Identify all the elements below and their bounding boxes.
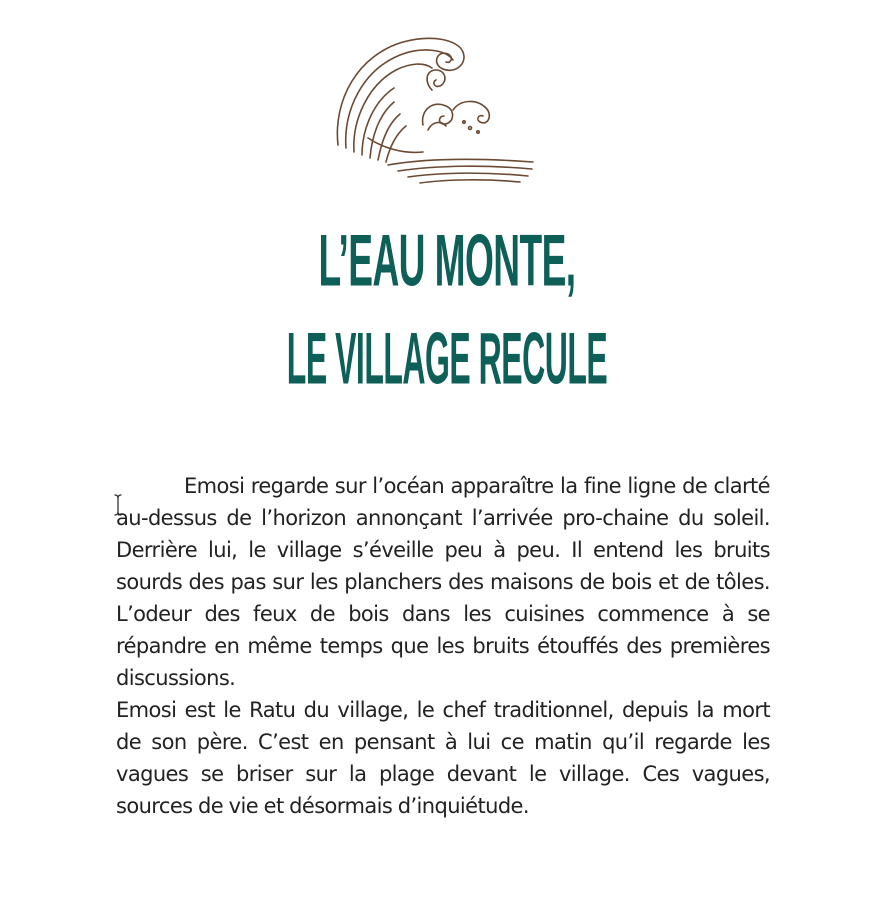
title-line-2-text: LE VILLAGE RECULE [286, 316, 608, 400]
wave-icon [328, 30, 538, 190]
paragraph-2[interactable]: Emosi est le Ratu du village, le chef traditionnel, depuis la mort de son père. C’est en pensant à lui ce matin qu’il regarde les vagues se briser sur la plage devant le village. Ces vagues, sources de vie et désormais d’inquiétude. [116, 698, 770, 818]
title-line-1-text: L’EAU MONTE, [318, 218, 576, 302]
paragraph-1[interactable]: Emosi regarde sur l’océan apparaître la fine ligne de clarté au-dessus de l’horizon annonçant l’arrivée pro-chaine du soleil. Derrière lui, le village s’éveille peu à peu. Il entend les bruits sourds des pas sur les planchers des maisons de bois et de tôles. L’odeur des feux de bois dans les cuisines commence à se répandre en même temps que les bruits étouffés des premières discussions. [116, 474, 770, 690]
body-text[interactable] [116, 470, 770, 822]
title-line-1 [0, 215, 894, 305]
title-line-2 [0, 313, 894, 403]
text-cursor-icon [113, 494, 123, 516]
